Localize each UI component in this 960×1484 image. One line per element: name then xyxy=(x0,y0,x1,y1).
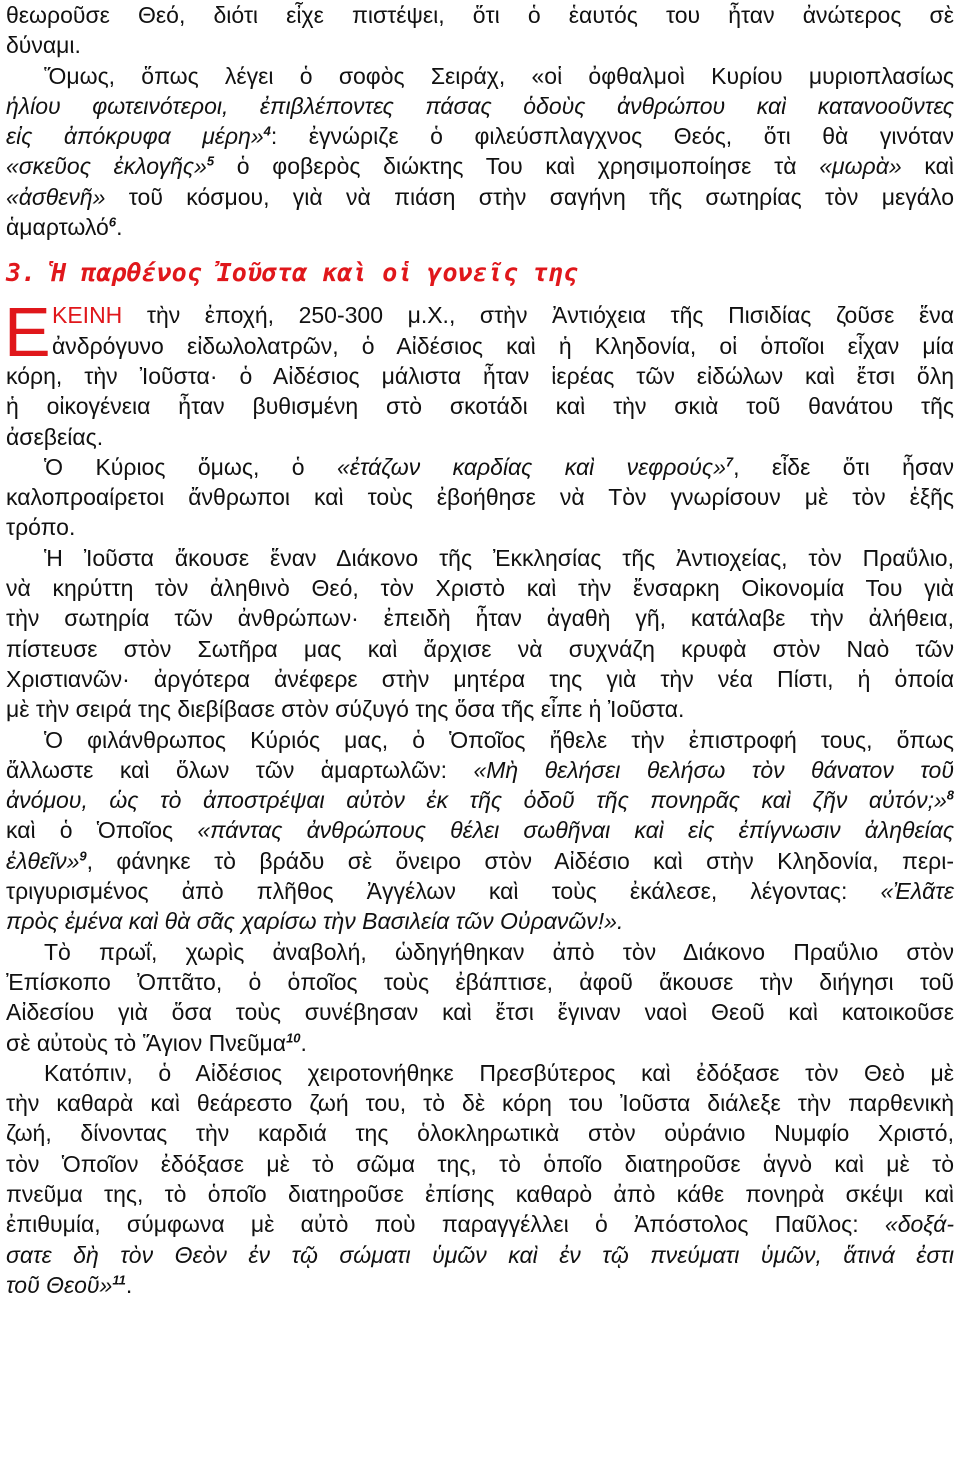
text-line: θεωροῦσε Θεό, διότι εἶχε πιστέψει, ὅτι ὁ ἑαυτός του ἦταν ἀνώτερος σὲ xyxy=(6,2,954,28)
text-run: Ὅμως, ὅπως λέγει ὁ σοφὸς Σειράχ, «οἱ ὀφθαλμοὶ Κυρίου μυριοπλασίως xyxy=(44,62,954,89)
footnote-ref[interactable]: 7 xyxy=(725,454,734,470)
text-line xyxy=(6,785,954,815)
text-line xyxy=(6,815,954,845)
text-run: σὲ αὐτοὺς τὸ Ἅγιον Πνεῦμα xyxy=(6,1029,287,1056)
text-run: τὴν ἐποχή, 250-300 μ.Χ., στὴν Ἀντιόχεια τῆς Πισιδίας ζοῦσε ἕνα xyxy=(122,302,954,329)
footnote-ref[interactable]: 11 xyxy=(112,1272,126,1288)
text-line xyxy=(6,452,954,482)
text-line xyxy=(6,1028,954,1058)
section-heading: 3. Ἡ παρθένος Ἰοῦστα καὶ οἱ γονεῖς της xyxy=(6,258,578,288)
text-run: , φάνηκε τὸ βράδυ σὲ ὄνειρο στὸν Αἰδέσιο καὶ στὴν Κληδονία, περι- xyxy=(86,847,954,874)
text-line xyxy=(6,151,954,181)
quote-run: «ἐτάζων καρδίας καὶ νεφρούς» xyxy=(337,453,726,480)
text-run: . xyxy=(300,1029,307,1056)
text-run: καὶ xyxy=(901,153,954,180)
text-line xyxy=(6,876,954,906)
text-line xyxy=(6,182,954,212)
text-line: τὴν σωτηρία τῶν ἀνθρώπων· ἐπειδὴ ἦταν ἀγαθὴ γῆ, κατάλαβε τὴν ἀλήθεια, xyxy=(6,605,954,632)
quote-run: εἰς ἀπόκρυφα μέρη» xyxy=(6,123,264,150)
quote-run: ἐλθεῖν» xyxy=(6,847,80,874)
paragraph xyxy=(6,452,954,543)
footnote-ref[interactable]: 4 xyxy=(263,123,271,139)
paragraph xyxy=(6,61,954,243)
text-line: ἀνδρόγυνο εἰδωλολατρῶν, ὁ Αἰδέσιος καὶ ἡ Κληδονία, οἱ ὁποῖοι εἶχαν μία xyxy=(52,332,954,359)
quote-run: «μωρὰ» xyxy=(819,153,902,180)
text-line: πίστευσε στὸν Σωτῆρα μας καὶ ἄρχισε νὰ συχνάζη κρυφὰ στὸν Ναὸ τῶν xyxy=(6,635,954,662)
quote-line: σατε δὴ τὸν Θεὸν ἐν τῷ σώματι ὑμῶν καὶ ἐν τῷ πνεύματι ὑμῶν, ἅτινά ἐστι xyxy=(6,1241,954,1268)
text-line: δύναμι. xyxy=(6,32,81,59)
footnote-ref[interactable]: 10 xyxy=(286,1029,301,1045)
text-line: ζωή, δίνοντας τὴν καρδιά της ὁλοκληρωτικὰ στὸν οὐράνιο Νυμφίο Χριστό, xyxy=(6,1120,954,1147)
text-line: καλοπροαίρετοι ἄνθρωποι καὶ τοὺς ἐβοήθησε νὰ Τὸν γνωρίσουν μὲ τὸν ἑξῆς xyxy=(6,484,954,511)
text-run: τοῦ κόσμου, γιὰ νὰ πιάση στὴν σαγήνη τῆς σωτηρίας τὸν μεγάλο xyxy=(105,183,954,210)
quote-run: ἀνόμου, ὡς τὸ ἀποστρέψαι αὐτὸν ἐκ τῆς ὁδοῦ τῆς πονηρᾶς καὶ ζῆν αὐτόν;» xyxy=(6,787,947,814)
text-line: Χριστιανῶν· ἀργότερα ἀνέφερε στὴν μητέρα της γιὰ τὴν νέα Πίστι, ἡ ὁποία xyxy=(6,665,954,692)
quote-run: «ἀσθενῆ» xyxy=(6,183,106,210)
paragraph xyxy=(6,1058,954,1300)
text-line: Αἰδεσίου γιὰ ὅσα τοὺς συνέβησαν καὶ ἔτσι ἔγιναν ναοὶ Θεοῦ καὶ κατοικοῦσε xyxy=(6,999,954,1026)
quote-run: «σκεῦος ἐκλογῆς» xyxy=(6,153,207,180)
footnote-ref[interactable]: 8 xyxy=(946,787,954,803)
text-line xyxy=(6,1209,954,1239)
quote-run: «Μὴ θελήσει θελήσω τὸν θάνατον τοῦ xyxy=(473,756,954,783)
text-line xyxy=(6,61,954,91)
footnote-ref[interactable]: 9 xyxy=(79,848,87,864)
text-line xyxy=(6,846,954,876)
footnote-ref[interactable]: 6 xyxy=(108,214,117,230)
text-run: τριγυρισμένος ἀπὸ πλῆθος Ἀγγέλων καὶ τοὺς ἐκάλεσε, λέγοντας: xyxy=(6,878,881,905)
text-run: Ὁ Κύριος ὅμως, ὁ xyxy=(44,453,337,480)
text-line: τὸν Ὁποῖον ἐδόξασε μὲ τὸ σῶμα της, τὸ ὁποῖο διατηροῦσε ἁγνὸ καὶ μὲ τὸ xyxy=(6,1150,954,1177)
text-line: Τὸ πρωΐ, χωρὶς ἀναβολή, ὡδηγήθηκαν ἀπὸ τὸν Διάκονο Πραΰλιο στὸν xyxy=(44,938,954,965)
text-line: Κατόπιν, ὁ Αἰδέσιος χειροτονήθηκε Πρεσβύτερος καὶ ἐδόξασε τὸν Θεὸ μὲ xyxy=(44,1059,954,1086)
paragraph xyxy=(6,937,954,1058)
text-line: Ὁ φιλάνθρωπος Κύριός μας, ὁ Ὁποῖος ἤθελε τὴν ἐπιστροφή τους, ὅπως xyxy=(44,726,954,753)
text-line xyxy=(6,1270,954,1300)
quote-run: τοῦ Θεοῦ» xyxy=(6,1271,113,1298)
text-line xyxy=(6,212,954,242)
text-run: καὶ ὁ Ὁποῖος xyxy=(6,817,198,844)
text-line: Ἐπίσκοπο Ὀπτᾶτο, ὁ ὁποῖος τοὺς ἐβάπτισε, ἀφοῦ ἄκουσε τὴν διήγησι τοῦ xyxy=(6,968,954,995)
quote-run: «Ἐλᾶτε xyxy=(880,878,954,905)
text-run: ἄλλωστε καὶ ὅλων τῶν ἁμαρτωλῶν: xyxy=(6,756,474,783)
text-run: ἁμαρτωλό xyxy=(6,214,109,241)
drop-cap: Ε xyxy=(4,293,51,372)
paragraph xyxy=(6,725,954,937)
text-run: : ἐγνώριζε ὁ φιλεύσπλαγχνος Θεός, ὅτι θὰ γινόταν xyxy=(270,123,954,150)
text-line: ἡ οἰκογένεια ἦταν βυθισμένη στὸ σκοτάδι καὶ τὴν σκιὰ τοῦ θανάτου τῆς xyxy=(6,393,954,420)
text-run: ἐπιθυμία, σύμφωνα μὲ αὐτὸ ποὺ παραγγέλλει ὁ Ἀπόστολος Παῦλος: xyxy=(6,1211,885,1238)
text-line: νὰ κηρύττη τὸν ἀληθινὸ Θεό, τὸν Χριστὸ καὶ τὴν ἔνσαρκη Οἰκονομία Του γιὰ xyxy=(6,575,954,602)
text-line xyxy=(6,755,954,785)
red-lead-word: ΚΕΙΝΗ xyxy=(52,302,123,329)
paragraph xyxy=(6,543,954,725)
quote-line: ἡλίου φωτεινότεροι, ἐπιβλέποντες πάσας ὁδοὺς ἀνθρώπου καὶ κατανοοῦντες xyxy=(6,92,954,119)
text-run: , εἶδε ὅτι ἦσαν xyxy=(733,453,954,480)
text-run: ὁ φοβερὸς διώκτης Του καὶ χρησιμοποίησε τὰ xyxy=(214,153,820,180)
text-line xyxy=(6,121,954,151)
quote-run: «δοξά- xyxy=(884,1211,954,1238)
paragraph-with-dropcap xyxy=(4,293,954,451)
text-line: κόρη, τὴν Ἰοῦστα· ὁ Αἰδέσιος μάλιστα ἦταν ἱερέας τῶν εἰδώλων καὶ ἔτσι ὅλη xyxy=(6,362,954,389)
text-line: τὴν καθαρὰ καὶ θεάρεστο ζωή του, τὸ δὲ κόρη του Ἰοῦστα διάλεξε τὴν παρθενικὴ xyxy=(6,1090,954,1117)
text-line: ἀσεβείας. xyxy=(6,423,104,450)
footnote-ref[interactable]: 5 xyxy=(206,153,215,169)
text-run: . xyxy=(125,1271,133,1298)
text-line: μὲ τὴν σειρά της διεβίβασε στὸν σύζυγό της ὅσα τῆς εἶπε ἡ Ἰοῦστα. xyxy=(6,696,685,723)
document-page xyxy=(6,0,954,1300)
paragraph xyxy=(6,0,954,61)
text-line: πνεῦμα της, τὸ ὁποῖο διατηροῦσε ἐπίσης καθαρὸ ἀπὸ κάθε πονηρὰ σκέψι καὶ xyxy=(6,1180,954,1207)
quote-run: «πάντας ἀνθρώπους θέλει σωθῆναι καὶ εἰς ἐπίγνωσιν ἀληθείας xyxy=(197,817,954,844)
text-line: τρόπο. xyxy=(6,514,76,541)
quote-line: πρὸς ἐμένα καὶ θὰ σᾶς χαρίσω τὴν Βασιλεία τῶν Οὐρανῶν!». xyxy=(6,908,624,935)
text-line xyxy=(6,300,954,330)
text-run: . xyxy=(116,214,123,241)
text-line: Ἡ Ἰοῦστα ἄκουσε ἕναν Διάκονο τῆς Ἐκκλησίας τῆς Ἀντιοχείας, τὸν Πραΰλιο, xyxy=(44,544,954,571)
